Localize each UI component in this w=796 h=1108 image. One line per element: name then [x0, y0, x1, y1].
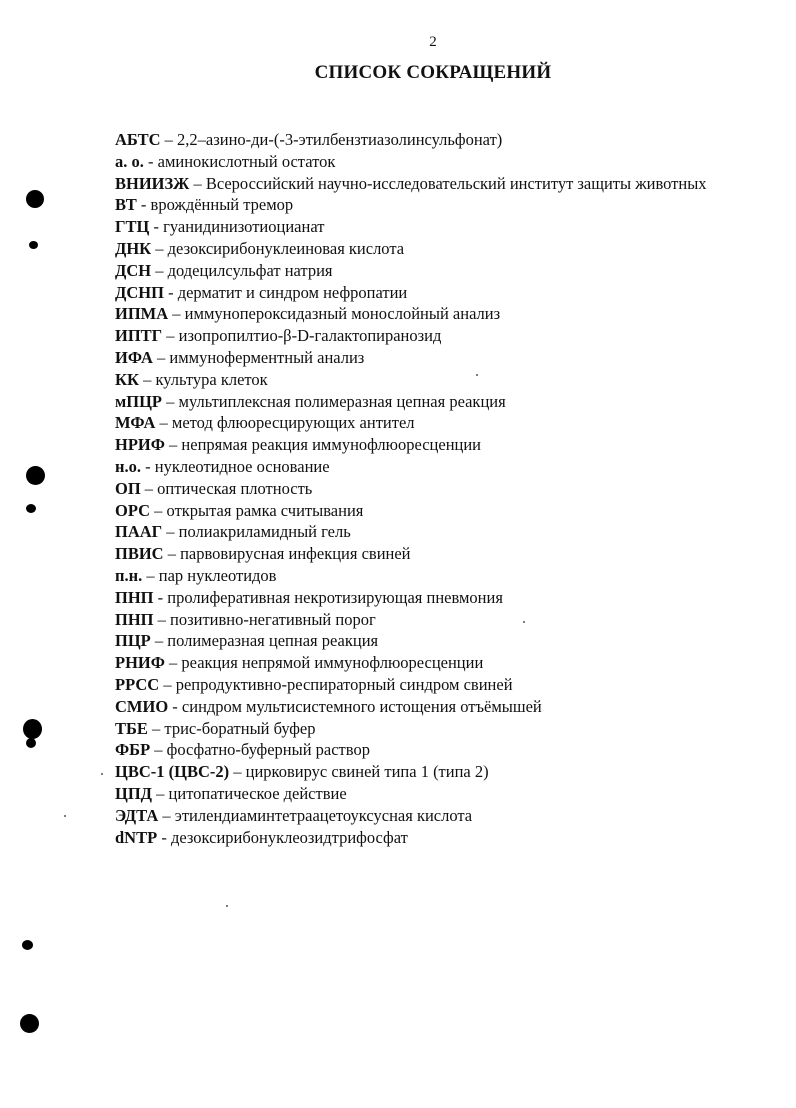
- abbreviation-definition: синдром мультисистемного истощения отъёмышей: [181, 696, 542, 716]
- abbreviation-item: [115, 761, 707, 783]
- abbreviation-term: ФБР: [115, 740, 151, 760]
- abbreviation-separator: –: [143, 369, 152, 389]
- abbreviation-definition: трис-боратный буфер: [164, 718, 316, 738]
- abbreviation-term: ЦПД: [115, 783, 153, 803]
- abbreviation-definition: полиакриламидный гель: [178, 522, 351, 542]
- abbreviation-separator: –: [157, 347, 166, 367]
- abbreviation-item: [115, 391, 707, 413]
- abbreviation-separator: -: [161, 827, 167, 847]
- abbreviation-term: ИФА: [115, 347, 153, 367]
- abbreviation-term: ЦВС-1 (ЦВС-2): [115, 762, 230, 782]
- scan-speck: [101, 773, 103, 775]
- abbreviation-separator: –: [157, 609, 166, 629]
- abbreviation-term: КК: [115, 369, 139, 389]
- abbreviation-definition: гуанидинизотиоцианат: [163, 217, 325, 237]
- punch-hole-3: [26, 466, 45, 485]
- abbreviation-separator: -: [145, 456, 151, 476]
- abbreviation-item: [115, 325, 707, 347]
- abbreviation-item: [115, 238, 707, 260]
- abbreviation-separator: –: [144, 478, 154, 498]
- abbreviation-item: [115, 434, 707, 456]
- abbreviation-separator: –: [164, 130, 173, 149]
- abbreviation-term: ВТ: [115, 195, 137, 215]
- abbreviation-separator: –: [172, 304, 181, 324]
- abbreviation-definition: метод флюоресцирующих антител: [171, 413, 415, 433]
- punch-hole-2: [29, 241, 38, 249]
- abbreviation-definition: дезоксирибонуклеозидтрифосфат: [170, 827, 408, 847]
- abbreviation-definition: культура клеток: [155, 369, 268, 389]
- abbreviation-term: РНИФ: [115, 653, 165, 673]
- abbreviation-item: [115, 739, 707, 761]
- abbreviation-definition: иммунопероксидазный монослойный анализ: [184, 304, 501, 324]
- abbreviation-definition: нуклеотидное основание: [154, 456, 330, 476]
- abbreviation-definition: дерматит и синдром нефропатии: [177, 282, 408, 302]
- abbreviation-definition: цирковирус свиней типа 1 (типа 2): [245, 762, 489, 782]
- abbreviation-term: РРСС: [115, 674, 160, 694]
- abbreviation-separator: –: [154, 740, 163, 760]
- abbreviation-term: ГТЦ: [115, 217, 150, 237]
- abbreviation-definition: парвовирусная инфекция свиней: [180, 544, 411, 564]
- abbreviation-separator: –: [155, 238, 164, 258]
- abbreviation-term: н.о.: [115, 456, 142, 476]
- abbreviation-term: мПЦР: [115, 391, 162, 411]
- abbreviation-item: [115, 412, 707, 434]
- abbreviation-definition: цитопатическое действие: [168, 783, 347, 803]
- punch-hole-4: [26, 504, 36, 513]
- abbreviation-separator: –: [152, 718, 161, 738]
- abbreviation-definition: додецилсульфат натрия: [167, 260, 333, 280]
- abbreviation-term: ПНП: [115, 587, 154, 607]
- abbreviation-term: ПВИС: [115, 544, 164, 564]
- abbreviation-item: [115, 282, 707, 304]
- page-title: СПИСОК СОКРАЩЕНИЙ: [314, 62, 552, 83]
- abbreviation-definition: пар нуклеотидов: [158, 565, 277, 585]
- abbreviation-separator: –: [233, 762, 242, 782]
- abbreviation-term: АБТС: [115, 130, 161, 149]
- abbreviation-separator: –: [156, 783, 165, 803]
- abbreviation-definition: полимеразная цепная реакция: [167, 631, 379, 651]
- scan-speck: [523, 621, 525, 623]
- abbreviation-item: [115, 194, 707, 216]
- abbreviation-separator: –: [193, 173, 202, 193]
- abbreviation-item: [115, 303, 707, 325]
- scan-speck: [226, 905, 228, 907]
- abbreviation-item: [115, 630, 707, 652]
- abbreviation-item: [115, 456, 707, 478]
- abbreviation-term: ДСНП: [115, 282, 164, 302]
- abbreviation-separator: –: [167, 544, 176, 564]
- abbreviation-definition: дезоксирибонуклеиновая кислота: [167, 238, 405, 258]
- abbreviation-definition: мультиплексная полимеразная цепная реакция: [178, 391, 506, 411]
- abbreviation-term: ОРС: [115, 500, 151, 520]
- abbreviation-term: СМИО: [115, 696, 169, 716]
- abbreviation-term: ЭДТА: [115, 805, 159, 825]
- abbreviation-separator: –: [155, 260, 164, 280]
- abbreviation-separator: -: [148, 151, 154, 171]
- abbreviation-item: [115, 674, 707, 696]
- page-number: 2: [429, 34, 437, 50]
- abbreviation-term: ОП: [115, 478, 141, 498]
- abbreviation-item: [115, 521, 707, 543]
- punch-hole-5: [23, 719, 42, 739]
- abbreviation-definition: непрямая реакция иммунофлюоресценции: [181, 435, 482, 455]
- abbreviation-separator: -: [168, 282, 174, 302]
- abbreviation-term: НРИФ: [115, 435, 165, 455]
- abbreviation-term: а. о.: [115, 151, 144, 171]
- abbreviation-term: ПЦР: [115, 631, 151, 651]
- abbreviation-term: ДСН: [115, 260, 152, 280]
- punch-hole-8: [20, 1014, 39, 1033]
- abbreviation-item: [115, 783, 707, 805]
- abbreviation-definition: оптическая плотность: [157, 478, 313, 498]
- abbreviation-separator: –: [166, 391, 175, 411]
- abbreviation-item: [115, 609, 707, 631]
- abbreviation-definition: фосфатно-буферный раствор: [166, 740, 370, 760]
- abbreviation-item: [115, 827, 707, 849]
- abbreviation-term: ИПТГ: [115, 326, 163, 346]
- abbreviation-term: dNTP: [115, 827, 158, 847]
- abbreviation-term: ПНП: [115, 609, 154, 629]
- abbreviation-definition: этилендиаминтетраацетоуксусная кислота: [174, 805, 473, 825]
- abbreviation-item: [115, 500, 707, 522]
- abbreviation-item: [115, 173, 707, 195]
- punch-hole-6: [26, 738, 36, 748]
- abbreviation-list: [115, 129, 707, 848]
- abbreviation-item: [115, 652, 707, 674]
- abbreviation-term: ВНИИЗЖ: [115, 173, 190, 193]
- abbreviation-definition: аминокислотный остаток: [157, 151, 336, 171]
- abbreviation-separator: –: [146, 565, 155, 585]
- scan-speck: [64, 815, 66, 817]
- abbreviation-term: п.н.: [115, 565, 143, 585]
- abbreviation-separator: –: [154, 500, 163, 520]
- abbreviation-separator: -: [157, 587, 164, 607]
- punch-hole-1: [26, 190, 44, 208]
- punch-hole-7: [22, 940, 33, 950]
- abbreviation-definition: позитивно-негативный порог: [170, 609, 376, 629]
- abbreviation-item: [115, 543, 707, 565]
- abbreviation-separator: –: [154, 631, 164, 651]
- abbreviation-item: [115, 260, 707, 282]
- abbreviation-definition: изопропилтио-β-D-галактопиранозид: [178, 326, 442, 346]
- abbreviation-term: ТБЕ: [115, 718, 148, 738]
- abbreviation-definition: реакция непрямой иммунофлюоресценции: [181, 653, 484, 673]
- abbreviation-term: ДНК: [115, 238, 152, 258]
- abbreviation-term: ИПМА: [115, 304, 169, 324]
- scan-speck: [476, 374, 478, 376]
- abbreviation-definition: открытая рамка считывания: [166, 500, 364, 520]
- abbreviation-item: [115, 216, 707, 238]
- abbreviation-separator: -: [140, 195, 147, 215]
- abbreviation-item: [115, 478, 707, 500]
- abbreviation-item: [115, 369, 707, 391]
- abbreviation-separator: -: [153, 217, 159, 237]
- abbreviation-definition: репродуктивно-респираторный синдром свиней: [175, 674, 513, 694]
- abbreviation-definition: врождённый тремор: [150, 195, 294, 215]
- abbreviation-definition: иммуноферментный анализ: [169, 347, 365, 367]
- abbreviation-separator: –: [166, 326, 175, 346]
- abbreviation-definition: 2,2–азино-ди-(-3-этилбензтиазолинсульфонат): [177, 130, 503, 149]
- abbreviation-definition: пролиферативная некротизирующая пневмония: [167, 587, 503, 607]
- abbreviation-separator: –: [169, 653, 178, 673]
- abbreviation-separator: –: [163, 674, 172, 694]
- abbreviation-separator: –: [166, 522, 175, 542]
- abbreviation-item: [115, 587, 707, 609]
- abbreviation-item: [115, 718, 707, 740]
- abbreviation-item: [115, 565, 707, 587]
- abbreviation-item: [115, 347, 707, 369]
- abbreviation-term: МФА: [115, 413, 156, 433]
- abbreviation-separator: –: [169, 435, 178, 455]
- abbreviation-item: [115, 805, 707, 827]
- abbreviation-item: [115, 696, 707, 718]
- abbreviation-item: [115, 129, 707, 151]
- abbreviation-separator: -: [172, 696, 178, 716]
- abbreviation-term: ПААГ: [115, 522, 163, 542]
- abbreviation-separator: –: [159, 413, 168, 433]
- abbreviation-definition: Всероссийский научно-исследовательский институт защиты животных: [205, 173, 707, 193]
- abbreviation-item: [115, 151, 707, 173]
- abbreviation-separator: –: [162, 805, 171, 825]
